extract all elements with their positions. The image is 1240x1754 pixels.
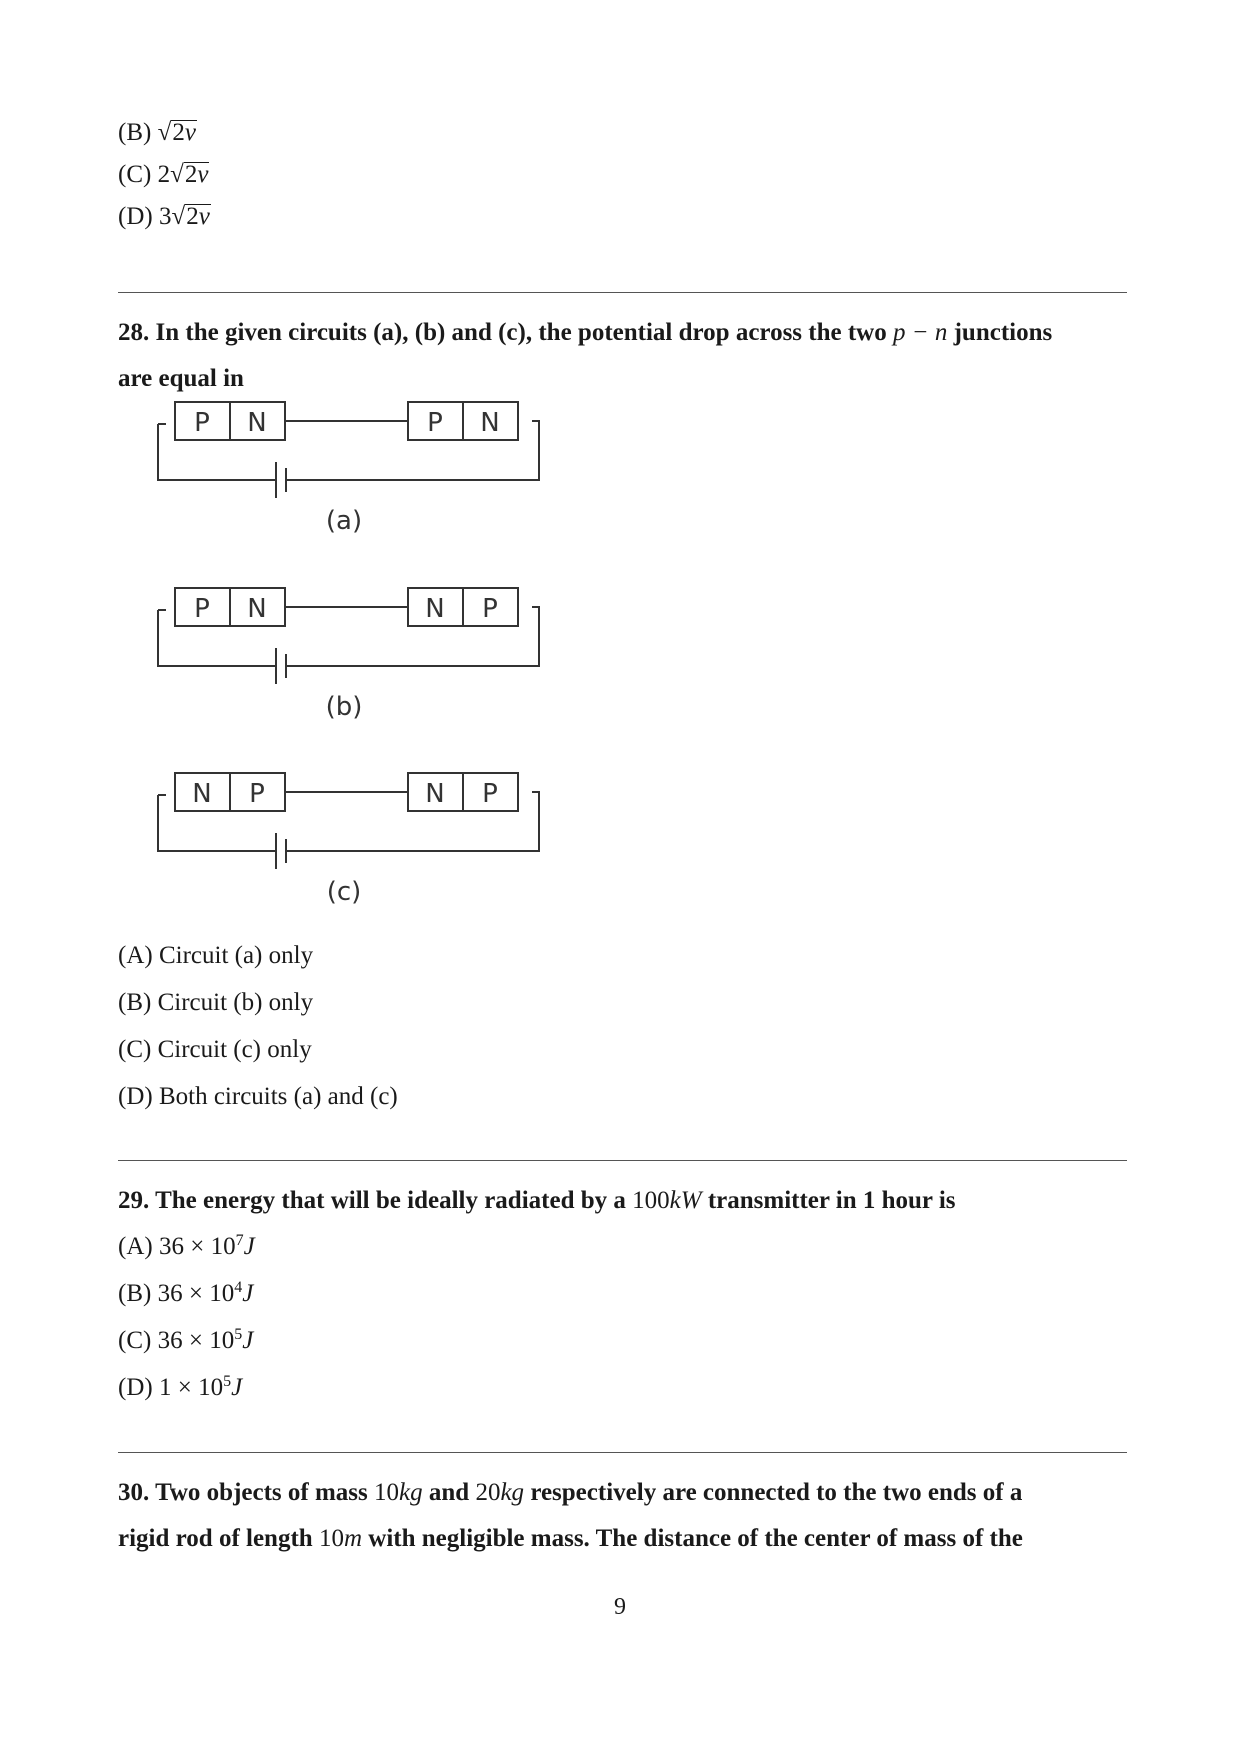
circuit-b-right-region-1: N: [425, 594, 445, 624]
q27-option-c: (C) 2√2v: [118, 161, 209, 188]
q29-option-d: (D) $1 \times 10^5J$: [118, 1373, 243, 1401]
circuit-a-left-region-2: N: [247, 408, 267, 438]
q29-option-c: (C) $36 \times 10^5J$: [118, 1326, 254, 1354]
circuit-c-left-region-2: P: [249, 779, 265, 809]
circuit-a-right-region-2: N: [480, 408, 500, 438]
q28-question-line1: 28. In the given circuits (a), (b) and (c), the potential drop across the two p − n junctions: [118, 319, 1053, 346]
q27-option-d: (D) 3√2v: [118, 203, 210, 230]
q28-option-b: (B) Circuit (b) only: [118, 989, 314, 1016]
circuit-b-diagram: [150, 582, 550, 732]
circuit-a-left-region-1: P: [194, 408, 210, 438]
separator: [118, 292, 1127, 293]
circuit-b-caption: (b): [325, 692, 363, 722]
circuit-c-left-region-1: N: [192, 779, 212, 809]
q28-option-a: (A) Circuit (a) only: [118, 942, 314, 969]
q27-option-b: (B) √2v: [118, 119, 196, 146]
circuit-wire-right: [298, 792, 539, 851]
circuit-b-left-region-2: N: [247, 594, 267, 624]
circuit-c-caption: (c): [326, 877, 362, 907]
separator: [118, 1160, 1127, 1161]
circuit-c-diagram: [150, 767, 550, 917]
circuit-c-right-region-2: P: [482, 779, 498, 809]
circuit-wire-right: [298, 607, 539, 666]
q28-question-line2: are equal in: [118, 365, 244, 392]
circuit-wire-right: [298, 421, 539, 480]
q29-question: 29. The energy that will be ideally radiated by a 100kW transmitter in 1 hour is: [118, 1187, 956, 1214]
q28-option-c: (C) Circuit (c) only: [118, 1036, 312, 1063]
q30-question-line2: rigid rod of length 10m with negligible mass. The distance of the center of mass of the: [118, 1525, 1023, 1552]
circuit-b-left-region-1: P: [194, 594, 210, 624]
circuit-a-caption: (a): [325, 506, 363, 536]
q29-option-a: (A) $36 \times 10^7J$: [118, 1232, 255, 1260]
page-number: 9: [614, 1594, 626, 1620]
circuit-a-right-region-1: P: [427, 408, 443, 438]
circuit-b-right-region-2: P: [482, 594, 498, 624]
q29-option-b: (B) $36 \times 10^4J$: [118, 1279, 254, 1307]
q30-question-line1: 30. Two objects of mass 10kg and 20kg respectively are connected to the two ends of a: [118, 1479, 1023, 1506]
separator: [118, 1452, 1127, 1453]
circuit-a-diagram: [150, 396, 550, 546]
circuit-c-right-region-1: N: [425, 779, 445, 809]
q28-option-d: (D) Both circuits (a) and (c): [118, 1083, 398, 1110]
